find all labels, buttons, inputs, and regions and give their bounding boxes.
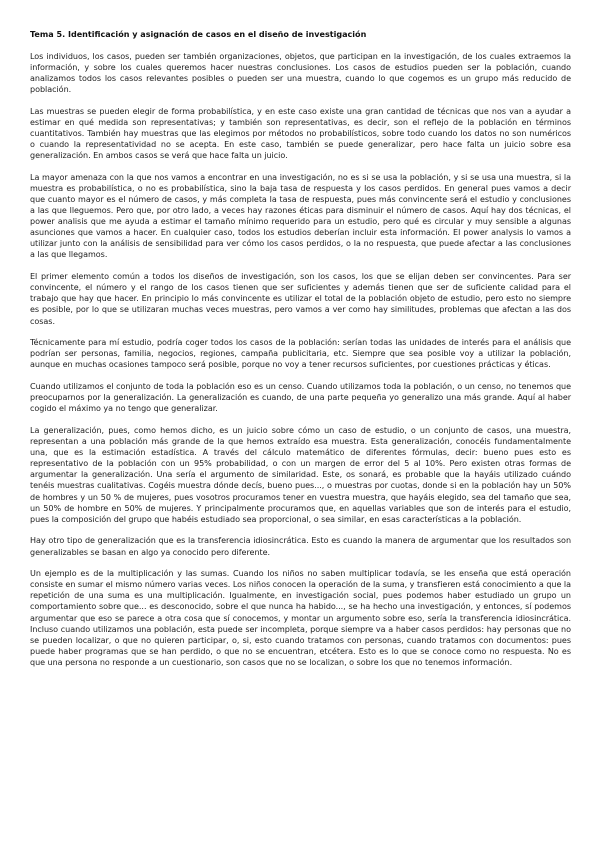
paragraph-3: La mayor amenaza con la que nos vamos a encontrar en una investigación, no es si se usa la población, y si se usa una muestra, si la muestra es probabilística, o no es probabilística, sino la baja tasa de respuesta y los casos perdidos. En general pues vamos a decir que cuanto mayor es el número de casos, y más completa la tasa de respuesta, pues más convincente será el estudio y conclusiones a las que lleguemos. Pero que, por otro lado, a veces hay razones éticas para disminuir el número de casos. Aquí hay dos técnicas, el power analisis que me ayuda a estimar el tamaño mínimo requerido para un estudio, pero qué es circular y muy sensible a algunas asunciones que vamos a hacer. En cualquier caso, todos los estudios deberían incluir esta información. El power analysis lo vamos a utilizar junto con la análisis de sensibilidad para ver cómo los casos perdidos, o la no respuesta, que puede afectar a las conclusiones a las que llegamos. bbox=[30, 172, 571, 260]
paragraph-6: Cuando utilizamos el conjunto de toda la población eso es un censo. Cuando utilizamos toda la población, o un censo, no tenemos que preocuparnos por la generalización. La generalización es cuando, de una parte pequeña yo generalizo una más grande. Aquí al haber cogido el máximo ya no tengo que generalizar. bbox=[30, 382, 571, 414]
paragraph-2: Las muestras se pueden elegir de forma probabilística, y en este caso existe una gran cantidad de técnicas que nos van a ayudar a estimar en qué medida son representativas; y también son representativas, es decir, son el reflejo de la población en términos cuantitativos. También hay muestras que las elegimos por métodos no probabilísticos, sobre todo cuando los datos no son numéricos o cuando la representatividad no se acepta. En este caso, también se puede generalizar, pero hace falta un juicio sobre esa generalización. En ambos casos se verá que hace falta un juicio. bbox=[30, 106, 571, 161]
paragraph-4: El primer elemento común a todos los diseños de investigación, son los casos, los que se elijan deben ser convincentes. Para ser convincente, el número y el rango de los casos tienen que ser suficientes y además tienen que ser de suficiente calidad para el trabajo que hay que hacer. En principio lo más convincente es utilizar el total de la población objeto de estudio, pero esto no siempre es posible, por lo que se utilizaran muchas veces muestras, pero vamos a ver como hay similitudes, problemas que afectan a las dos cosas. bbox=[30, 272, 571, 326]
document-body bbox=[30, 29, 571, 679]
paragraph-5: Técnicamente para mí estudio, podría coger todos los casos de la población: serían todas las unidades de interés para el análisis que podrían ser personas, familia, negocios, regiones, campaña publicitaria, etc. Siempre que sea posible voy a utilizar la población, aunque en muchas ocasiones tampoco será posible, porque no voy a tener recursos suficientes, por cuestiones prácticas y éticas. bbox=[30, 338, 571, 370]
document-title: Tema 5. Identificación y asignación de casos en el diseño de investigación bbox=[30, 30, 367, 39]
paragraph-7: La generalización, pues, como hemos dicho, es un juicio sobre cómo un caso de estudio, o un conjunto de casos, una muestra, representan a una población más grande de la que hemos extraído esa muestra. Esta generalización, conocéis fundamentalmente una, que es la estimación estadística. A través del cálculo matemático de diferentes fórmulas, decir: bueno pues esto es representativo de la población con un 95% probabilidad, o con un margen de error del 5 al 10%. Pero existen otras formas de argumentar la generalización. Una sería el argumento de similaridad. Este, os sonará, es probable que la hayáis utilizado cuándo tenéis muestras cualitativas. Cogéis muestra dónde decís, bueno pues..., o muestras por cuotas, donde si en la población hay un 50% de hombres y un 50 % de mujeres, pues vosotros procuramos tener en vuestra muestra, que hayáis elegido, sea del tamaño que sea, un 50% de hombre en 50% de mujeres. Y principalmente procuramos que, en aquellas variables que son de interés para el estudio, pues la composición del grupo que habéis estudiado sea proporcional, o sea similar, en esas características a la población. bbox=[30, 425, 571, 524]
paragraph-8: Hay otro tipo de generalización que es la transferencia idiosincrática. Esto es cuando la manera de argumentar que los resultados son generalizables se basan en algo ya conocido pero diferente. bbox=[30, 536, 571, 557]
paragraph-1: Los individuos, los casos, pueden ser también organizaciones, objetos, que participan en la investigación, de los cuales extraemos la información, y sobre los cuales queremos hacer nuestras conclusiones. Los casos de estudios pueden ser la población, cuando analizamos todos los casos relevantes posibles o pueden ser una muestra, cuando lo que cogemos es un grupo más reducido de población. bbox=[30, 51, 571, 95]
paragraph-9: Un ejemplo es de la multiplicación y las sumas. Cuando los niños no saben multiplicar todavía, se les enseña que está operación consiste en sumar el mismo número varias veces. Los niños conocen la operación de la suma, y transfieren está conocimiento a que la repetición de una suma es una multiplicación. Igualmente, en investigación social, pues podemos haber estudiado un grupo un comportamiento sobre que... es desconocido, sobre el que nunca ha habido..., se ha hecho una investigación, y entonces, sí podemos argumentar que eso se parece a otra cosa que sí conocemos, y montar un argumento sobre eso, sería la transferencia idiosincrática. Incluso cuando utilizamos una población, esta puede ser incompleta, porque siempre va a haber casos perdidos: hay personas que no se pueden localizar, o que no quieren participar, o, si, esto cuando tratamos con personas, cuando tratamos con documentos: pues puede haber programas que se han perdido, o que no se encuentran, etcétera. Esto es lo que se conoce como no respuesta. No es que una persona no responde a un cuestionario, son casos que no se localizan, o sobre los que no tenemos información. bbox=[30, 569, 571, 667]
